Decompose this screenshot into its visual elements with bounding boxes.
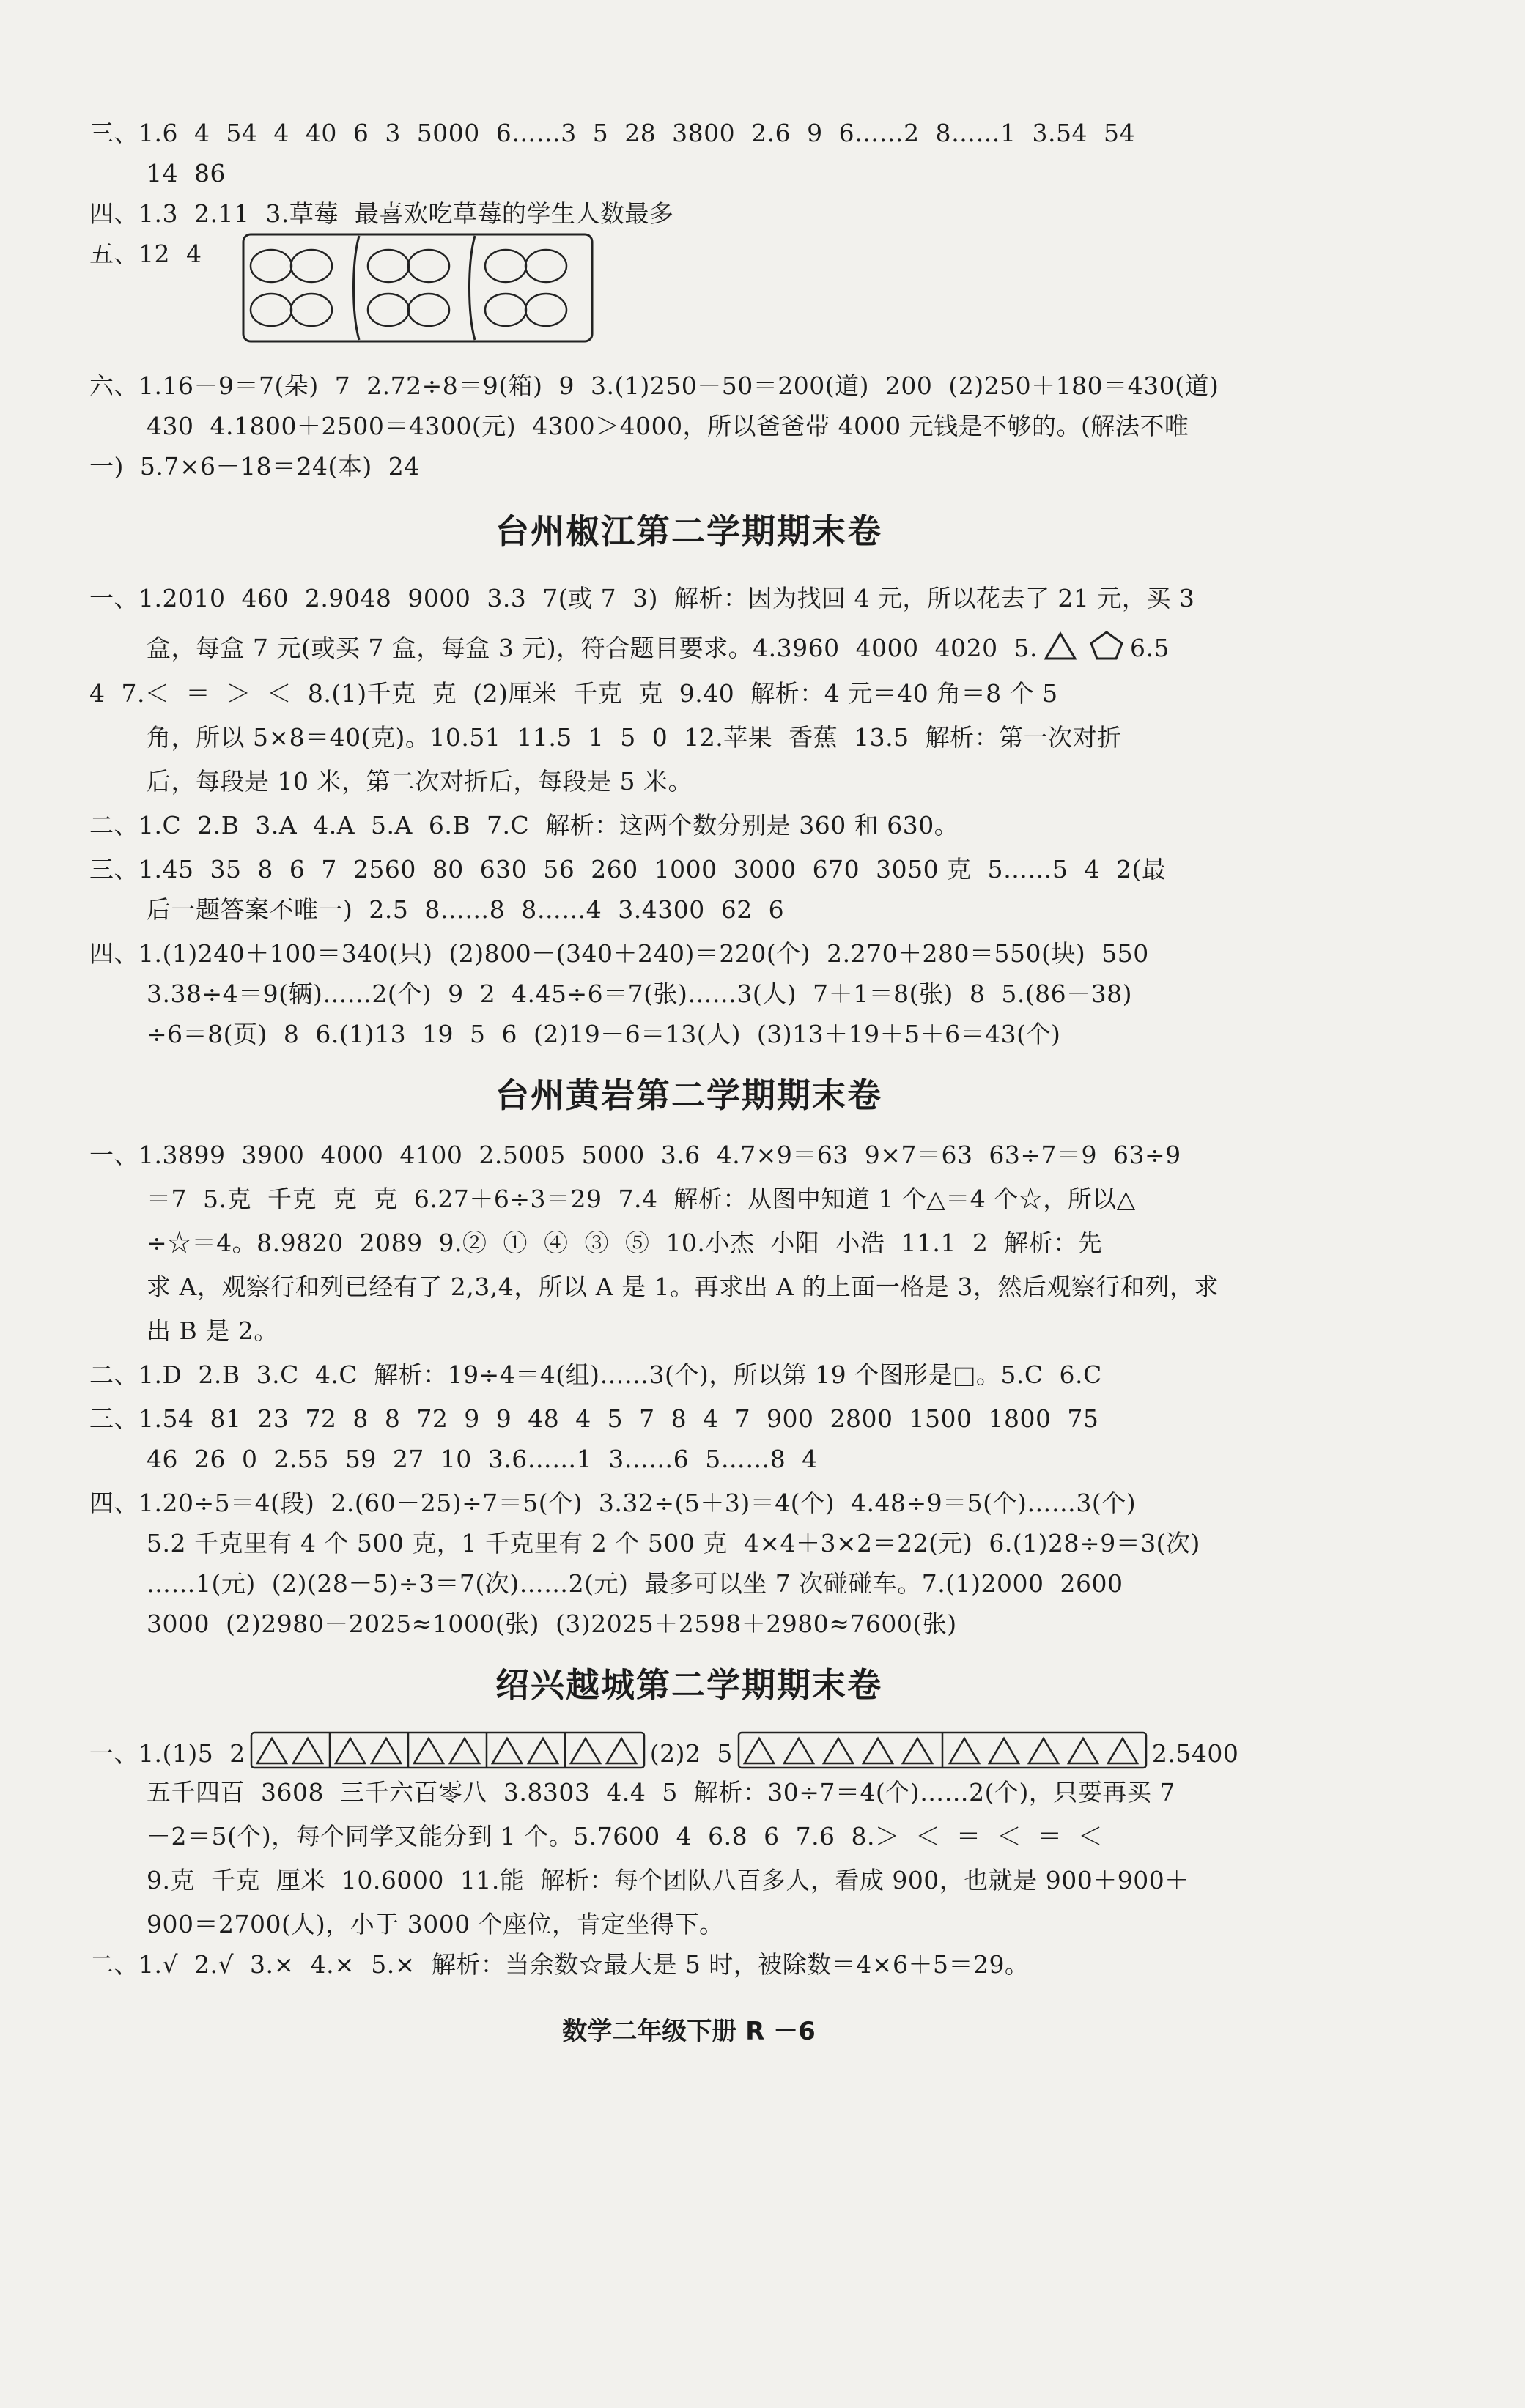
line: 一) 5.7×6－18＝24(本) 24 [89,452,420,481]
line: 三、1.6 4 54 4 40 6 3 5000 6……3 5 28 3800 2.6 9 6……2 8……1 3.54 54 [89,119,1135,147]
triangle-icon [1044,631,1077,661]
section-title: 绍兴越城第二学期期末卷 [495,1665,882,1705]
triangle-groups-figure [250,1731,646,1769]
page-footer: 数学二年级下册 R －6 [562,2017,816,2046]
line: 3.38÷4＝9(辆)……2(个) 9 2 4.45÷6＝7(张)……3(人) 7＋1＝8(张) 8 5.(86－38) [147,979,1133,1008]
line: 后一题答案不唯一) 2.5 8……8 8……4 3.4300 62 6 [147,895,785,924]
line: 二、1.D 2.B 3.C 4.C 解析：19÷4＝4(组)……3(个)，所以第 19 个图形是□。5.C 6.C [89,1360,1102,1389]
line: 430 4.1800＋2500＝4300(元) 4300＞4000，所以爸爸带 4000 元钱是不够的。(解法不唯 [147,412,1189,440]
section-title: 台州黄岩第二学期期末卷 [495,1075,882,1115]
line: 一、1.2010 460 2.9048 9000 3.3 7(或 7 3) 解析：因为找回 4 元，所以花去了 21 元，买 3 [89,584,1195,612]
line: 三、1.54 81 23 72 8 8 72 9 9 48 4 5 7 8 4 7 900 2800 1500 1800 75 [89,1404,1099,1433]
line-text: (2)2 5 [649,1739,733,1768]
line: 四、1.20÷5＝4(段) 2.(60－25)÷7＝5(个) 3.32÷(5＋3)＝4(个) 4.48÷9＝5(个)……3(个) [89,1489,1137,1517]
line [147,630,1170,664]
pumpkin-grouping-figure [242,233,594,343]
line: 900＝2700(人)，小于 3000 个座位，肯定坐得下。 [147,1910,724,1938]
line: 四、1.(1)240＋100＝340(只) (2)800－(340＋240)＝220(个) 2.270＋280＝550(块) 550 [89,939,1149,968]
pentagon-icon [1089,630,1124,661]
triangle-groups-figure-2 [737,1731,1148,1769]
line: 46 26 0 2.55 59 27 10 3.6……1 3……6 5……8 4 [147,1445,818,1473]
line: 二、1.√ 2.√ 3.× 4.× 5.× 解析：当余数☆最大是 5 时，被除数＝4×6＋5＝29。 [89,1950,1030,1979]
line: 角，所以 5×8＝40(克)。10.51 11.5 1 5 0 12.苹果 香蕉 13.5 解析：第一次对折 [147,723,1122,752]
line: 四、1.3 2.11 3.草莓 最喜欢吃草莓的学生人数最多 [89,199,674,228]
line: ÷6＝8(页) 8 6.(1)13 19 5 6 (2)19－6＝13(人) (3)13＋19＋5＋6＝43(个) [147,1020,1061,1048]
line: 5.2 千克里有 4 个 500 克，1 千克里有 2 个 500 克 4×4＋3×2＝22(元) 6.(1)28÷9＝3(次) [147,1529,1200,1557]
line [89,1731,1238,1770]
line-text: 6.5 [1130,634,1170,662]
line-text: 2.5400 [1151,1739,1239,1768]
line: ……1(元) (2)(28－5)÷3＝7(次)……2(元) 最多可以坐 7 次碰碰车。7.(1)2000 2600 [147,1569,1123,1598]
line: 14 86 [147,159,226,188]
line: ÷☆＝4。8.9820 2089 9.② ① ④ ③ ⑤ 10.小杰 小阳 小浩 11.1 2 解析：先 [147,1229,1103,1257]
line: 后，每段是 10 米，第二次对折后，每段是 5 米。 [147,767,693,796]
line: 3000 (2)2980－2025≈1000(张) (3)2025＋2598＋2980≈7600(张) [147,1609,957,1638]
line: 六、1.16－9＝7(朵) 7 2.72÷8＝9(箱) 9 3.(1)250－50＝200(道) 200 (2)250＋180＝430(道) [89,371,1219,400]
line: 二、1.C 2.B 3.A 4.A 5.A 6.B 7.C 解析：这两个数分别是 360 和 630。 [89,811,959,840]
line: 三、1.45 35 8 6 7 2560 80 630 56 260 1000 3000 670 3050 克 5……5 4 2(最 [89,855,1167,883]
line: 五、12 4 [89,240,202,268]
line: 出 B 是 2。 [147,1316,278,1345]
line: 4 7.＜ ＝ ＞ ＜ 8.(1)千克 克 (2)厘米 千克 克 9.40 解析：4 元＝40 角＝8 个 5 [89,679,1058,708]
line: 求 A，观察行和列已经有了 2,3,4，所以 A 是 1。再求出 A 的上面一格是 3，然后观察行和列，求 [147,1272,1219,1301]
line-text: 一、1.(1)5 2 [89,1739,245,1768]
line: ＝7 5.克 千克 克 克 6.27＋6÷3＝29 7.4 解析：从图中知道 1 个△＝4 个☆，所以△ [147,1185,1136,1213]
line-text: 盒，每盒 7 元(或买 7 盒，每盒 3 元)，符合题目要求。4.3960 4000 4020 5. [147,634,1038,662]
line: 一、1.3899 3900 4000 4100 2.5005 5000 3.6 4.7×9＝63 9×7＝63 63÷7＝9 63÷9 [89,1141,1181,1169]
line: －2＝5(个)，每个同学又能分到 1 个。5.7600 4 6.8 6 7.6 8.＞ ＜ ＝ ＜ ＝ ＜ [147,1822,1103,1851]
section-title: 台州椒江第二学期期末卷 [495,511,882,551]
line: 五千四百 3608 三千六百零八 3.8303 4.4 5 解析：30÷7＝4(个)……2(个)，只要再买 7 [147,1778,1175,1807]
line: 9.克 千克 厘米 10.6000 11.能 解析：每个团队八百多人，看成 900，也就是 900＋900＋ [147,1866,1189,1894]
